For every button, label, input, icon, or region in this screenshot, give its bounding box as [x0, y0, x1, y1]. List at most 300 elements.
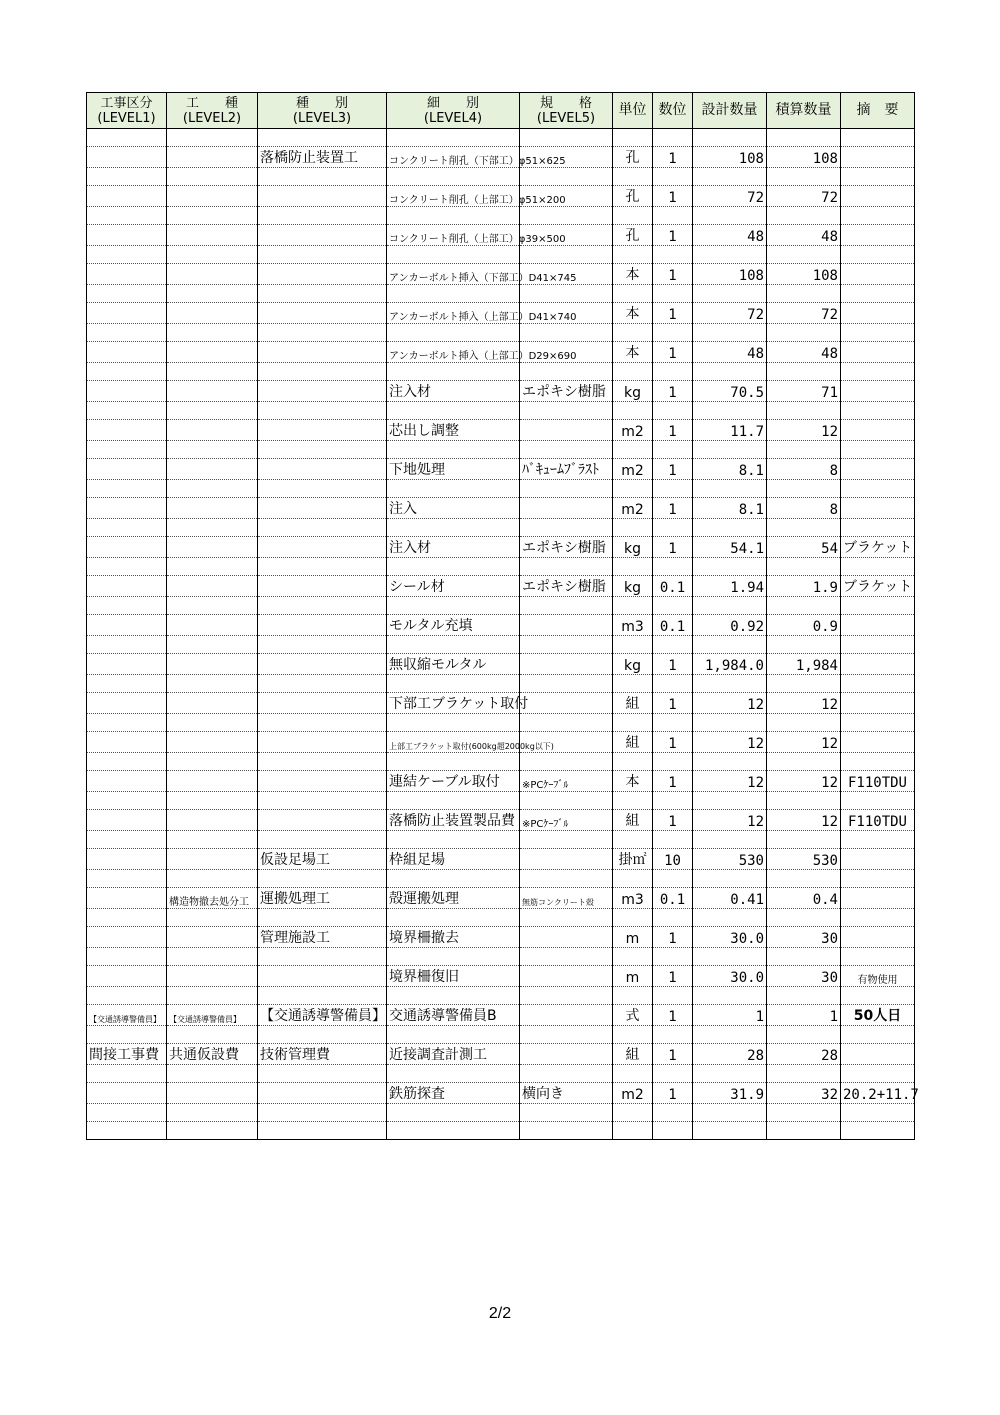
count-cell: 1: [653, 654, 693, 675]
level2-cell: 共通仮設費: [167, 1044, 258, 1065]
empty-cell: [167, 129, 258, 147]
empty-cell: [87, 597, 167, 615]
empty-cell: [258, 987, 387, 1005]
remarks-cell: [841, 654, 915, 675]
table-row: [87, 342, 915, 363]
design-qty-cell: 108: [693, 147, 767, 168]
level3-cell: 技術管理費: [258, 1044, 387, 1065]
table-row: [87, 576, 915, 597]
empty-cell: [520, 168, 613, 186]
count-cell: 1: [653, 771, 693, 792]
empty-cell: [653, 636, 693, 654]
empty-cell: [167, 597, 258, 615]
spacer-row: [87, 1122, 915, 1140]
empty-cell: [767, 636, 841, 654]
empty-cell: [387, 636, 520, 654]
remarks-cell: ブラケット: [841, 537, 915, 558]
empty-cell: [613, 441, 653, 459]
table-row: [87, 420, 915, 441]
empty-cell: [258, 792, 387, 810]
empty-cell: [258, 870, 387, 888]
level5-cell: [520, 966, 613, 987]
spacer-row: [87, 597, 915, 615]
level5-cell: [520, 1005, 613, 1026]
empty-cell: [613, 1065, 653, 1083]
count-cell: 1: [653, 1083, 693, 1104]
empty-cell: [613, 558, 653, 576]
empty-cell: [841, 168, 915, 186]
design-qty-cell: 28: [693, 1044, 767, 1065]
table-row: [87, 888, 915, 909]
level1-cell: [87, 888, 167, 909]
level4-cell: アンカーボルト挿入（上部工）D41×740: [387, 303, 520, 324]
empty-cell: [767, 363, 841, 381]
level1-cell: [87, 927, 167, 948]
empty-cell: [613, 480, 653, 498]
design-qty-cell: 0.92: [693, 615, 767, 636]
empty-cell: [167, 948, 258, 966]
remarks-cell: ブラケット: [841, 576, 915, 597]
level1-cell: [87, 576, 167, 597]
empty-cell: [693, 129, 767, 147]
level4-cell: 下地処理: [387, 459, 520, 480]
estimate-qty-cell: 530: [767, 849, 841, 870]
empty-cell: [841, 363, 915, 381]
table-row: [87, 654, 915, 675]
unit-cell: 本: [613, 771, 653, 792]
empty-cell: [87, 714, 167, 732]
level4-cell: 近接調査計測工: [387, 1044, 520, 1065]
empty-cell: [613, 714, 653, 732]
design-qty-cell: 72: [693, 303, 767, 324]
design-qty-cell: 48: [693, 342, 767, 363]
empty-cell: [693, 441, 767, 459]
empty-cell: [613, 324, 653, 342]
empty-cell: [87, 831, 167, 849]
empty-cell: [693, 519, 767, 537]
level1-cell: [87, 420, 167, 441]
level3-cell: [258, 771, 387, 792]
level2-cell: [167, 1083, 258, 1104]
empty-cell: [767, 753, 841, 771]
empty-cell: [258, 480, 387, 498]
estimate-qty-cell: 1: [767, 1005, 841, 1026]
empty-cell: [693, 246, 767, 264]
table-row: [87, 732, 915, 753]
spacer-row: [87, 324, 915, 342]
count-cell: 1: [653, 1005, 693, 1026]
unit-cell: 孔: [613, 225, 653, 246]
header-count: 数位: [653, 93, 693, 129]
remarks-cell: [841, 1044, 915, 1065]
level1-cell: [87, 693, 167, 714]
empty-cell: [520, 441, 613, 459]
remarks-cell: [841, 147, 915, 168]
estimate-qty-cell: 12: [767, 693, 841, 714]
empty-cell: [613, 1122, 653, 1140]
empty-cell: [258, 246, 387, 264]
empty-cell: [841, 831, 915, 849]
empty-cell: [258, 168, 387, 186]
level3-cell: [258, 498, 387, 519]
level2-cell: [167, 459, 258, 480]
empty-cell: [258, 714, 387, 732]
empty-cell: [693, 207, 767, 225]
empty-cell: [387, 168, 520, 186]
empty-cell: [653, 753, 693, 771]
estimate-qty-cell: 30: [767, 966, 841, 987]
count-cell: 1: [653, 927, 693, 948]
empty-cell: [653, 246, 693, 264]
empty-cell: [258, 1104, 387, 1122]
empty-cell: [167, 480, 258, 498]
design-qty-cell: 31.9: [693, 1083, 767, 1104]
empty-cell: [693, 1065, 767, 1083]
empty-cell: [653, 363, 693, 381]
empty-cell: [841, 792, 915, 810]
level1-cell: [87, 966, 167, 987]
level5-cell: エポキシ樹脂: [520, 537, 613, 558]
header-unit: 単位: [613, 93, 653, 129]
count-cell: 0.1: [653, 615, 693, 636]
empty-cell: [167, 363, 258, 381]
table-row: [87, 459, 915, 480]
empty-cell: [841, 558, 915, 576]
level5-cell: 横向き: [520, 1083, 613, 1104]
empty-cell: [653, 714, 693, 732]
level2-cell: [167, 186, 258, 207]
empty-cell: [653, 1026, 693, 1044]
remarks-cell: [841, 615, 915, 636]
empty-cell: [767, 1122, 841, 1140]
design-qty-cell: 1,984.0: [693, 654, 767, 675]
empty-cell: [613, 363, 653, 381]
empty-cell: [841, 285, 915, 303]
header-estimate-qty: 積算数量: [767, 93, 841, 129]
unit-cell: 組: [613, 732, 653, 753]
unit-cell: kg: [613, 537, 653, 558]
remarks-cell: [841, 342, 915, 363]
level4-cell: アンカーボルト挿入（上部工）D29×690: [387, 342, 520, 363]
empty-cell: [520, 480, 613, 498]
unit-cell: 本: [613, 303, 653, 324]
empty-cell: [87, 870, 167, 888]
empty-cell: [87, 1026, 167, 1044]
empty-cell: [387, 597, 520, 615]
unit-cell: 組: [613, 810, 653, 831]
level2-cell: [167, 381, 258, 402]
empty-cell: [387, 558, 520, 576]
estimate-qty-cell: 8: [767, 459, 841, 480]
empty-cell: [520, 519, 613, 537]
level2-cell: [167, 966, 258, 987]
empty-cell: [87, 285, 167, 303]
remarks-cell: F110TDU: [841, 810, 915, 831]
empty-cell: [387, 1026, 520, 1044]
count-cell: 1: [653, 186, 693, 207]
level3-cell: 管理施設工: [258, 927, 387, 948]
empty-cell: [87, 246, 167, 264]
design-qty-cell: 0.41: [693, 888, 767, 909]
spacer-row: [87, 870, 915, 888]
estimate-qty-cell: 48: [767, 342, 841, 363]
empty-cell: [387, 480, 520, 498]
empty-cell: [258, 363, 387, 381]
empty-cell: [767, 285, 841, 303]
table-row: [87, 771, 915, 792]
level5-cell: [520, 498, 613, 519]
design-qty-cell: 530: [693, 849, 767, 870]
empty-cell: [613, 948, 653, 966]
empty-cell: [387, 285, 520, 303]
count-cell: 1: [653, 147, 693, 168]
empty-cell: [387, 363, 520, 381]
empty-cell: [693, 948, 767, 966]
empty-cell: [653, 402, 693, 420]
level4-cell: コンクリート削孔（上部工）φ51×200: [387, 186, 520, 207]
spacer-row: [87, 558, 915, 576]
count-cell: 1: [653, 342, 693, 363]
empty-cell: [841, 246, 915, 264]
remarks-cell: [841, 225, 915, 246]
empty-cell: [767, 207, 841, 225]
level3-cell: [258, 576, 387, 597]
unit-cell: m3: [613, 615, 653, 636]
level4-cell: 下部工ブラケット取付: [387, 693, 520, 714]
level2-cell: [167, 927, 258, 948]
empty-cell: [87, 909, 167, 927]
empty-cell: [87, 441, 167, 459]
empty-cell: [520, 948, 613, 966]
remarks-cell: [841, 849, 915, 870]
design-qty-cell: 30.0: [693, 966, 767, 987]
estimate-qty-cell: 48: [767, 225, 841, 246]
empty-cell: [387, 870, 520, 888]
level4-cell: 注入材: [387, 537, 520, 558]
spacer-row: [87, 480, 915, 498]
estimate-qty-cell: 108: [767, 147, 841, 168]
empty-cell: [387, 831, 520, 849]
empty-cell: [258, 558, 387, 576]
empty-cell: [167, 1122, 258, 1140]
empty-cell: [258, 1065, 387, 1083]
level3-cell: [258, 186, 387, 207]
empty-cell: [767, 441, 841, 459]
level3-cell: [258, 420, 387, 441]
level1-cell: [87, 147, 167, 168]
remarks-cell: 有物使用: [841, 966, 915, 987]
empty-cell: [387, 753, 520, 771]
empty-cell: [167, 714, 258, 732]
remarks-cell: [841, 186, 915, 207]
count-cell: 10: [653, 849, 693, 870]
empty-cell: [167, 246, 258, 264]
empty-cell: [767, 948, 841, 966]
level2-cell: [167, 264, 258, 285]
empty-cell: [520, 246, 613, 264]
empty-cell: [87, 363, 167, 381]
empty-cell: [87, 129, 167, 147]
empty-cell: [387, 1122, 520, 1140]
empty-cell: [841, 948, 915, 966]
level1-cell: [87, 537, 167, 558]
empty-cell: [258, 831, 387, 849]
count-cell: 1: [653, 264, 693, 285]
empty-cell: [767, 675, 841, 693]
unit-cell: m3: [613, 888, 653, 909]
design-qty-cell: 12: [693, 771, 767, 792]
empty-cell: [258, 948, 387, 966]
empty-cell: [258, 207, 387, 225]
level1-cell: [87, 264, 167, 285]
unit-cell: m: [613, 966, 653, 987]
estimate-table: [86, 92, 919, 1140]
empty-cell: [653, 675, 693, 693]
empty-cell: [693, 324, 767, 342]
empty-cell: [167, 168, 258, 186]
empty-cell: [653, 1104, 693, 1122]
level1-cell: [87, 381, 167, 402]
level3-cell: [258, 966, 387, 987]
empty-cell: [87, 168, 167, 186]
empty-cell: [767, 714, 841, 732]
remarks-cell: 20.2+11.7: [841, 1083, 915, 1104]
level2-cell: [167, 810, 258, 831]
empty-cell: [520, 1026, 613, 1044]
empty-cell: [167, 1104, 258, 1122]
estimate-qty-cell: 0.4: [767, 888, 841, 909]
empty-cell: [693, 558, 767, 576]
estimate-qty-cell: 72: [767, 186, 841, 207]
empty-cell: [841, 1026, 915, 1044]
empty-cell: [767, 402, 841, 420]
level2-cell: [167, 615, 258, 636]
empty-cell: [653, 285, 693, 303]
level2-cell: [167, 654, 258, 675]
level1-cell: 間接工事費: [87, 1044, 167, 1065]
unit-cell: 本: [613, 342, 653, 363]
level2-cell: 【交通誘導警備員】: [167, 1005, 258, 1026]
level1-cell: [87, 771, 167, 792]
empty-cell: [258, 519, 387, 537]
empty-cell: [520, 909, 613, 927]
header-level1: 工事区分 (LEVEL1): [87, 93, 167, 129]
empty-cell: [613, 831, 653, 849]
spacer-row: [87, 246, 915, 264]
level2-cell: [167, 147, 258, 168]
empty-cell: [387, 441, 520, 459]
empty-cell: [167, 909, 258, 927]
table-row: [87, 1044, 915, 1065]
empty-cell: [87, 1065, 167, 1083]
level4-cell: 注入: [387, 498, 520, 519]
table-row: [87, 693, 915, 714]
empty-cell: [387, 714, 520, 732]
level4-cell: 境界柵撤去: [387, 927, 520, 948]
empty-cell: [693, 636, 767, 654]
empty-cell: [167, 402, 258, 420]
empty-cell: [693, 753, 767, 771]
empty-cell: [841, 714, 915, 732]
table-row: [87, 1005, 915, 1026]
level5-cell: エポキシ樹脂: [520, 381, 613, 402]
empty-cell: [693, 480, 767, 498]
table-row: [87, 537, 915, 558]
table-row: [87, 186, 915, 207]
empty-cell: [387, 987, 520, 1005]
table-row: [87, 1083, 915, 1104]
count-cell: 0.1: [653, 888, 693, 909]
level4-cell: 注入材: [387, 381, 520, 402]
empty-cell: [613, 909, 653, 927]
spacer-row: [87, 675, 915, 693]
level4-cell: 無収縮モルタル: [387, 654, 520, 675]
level4-cell: シール材: [387, 576, 520, 597]
empty-cell: [767, 558, 841, 576]
empty-cell: [520, 636, 613, 654]
empty-cell: [167, 1026, 258, 1044]
empty-cell: [520, 675, 613, 693]
spacer-row: [87, 519, 915, 537]
level5-cell: ※PCｹｰﾌﾞﾙ: [520, 810, 613, 831]
empty-cell: [387, 675, 520, 693]
empty-cell: [520, 753, 613, 771]
design-qty-cell: 12: [693, 810, 767, 831]
empty-cell: [653, 441, 693, 459]
empty-cell: [653, 207, 693, 225]
spacer-row: [87, 402, 915, 420]
empty-cell: [693, 909, 767, 927]
level1-cell: [87, 186, 167, 207]
empty-cell: [841, 870, 915, 888]
empty-cell: [520, 324, 613, 342]
empty-cell: [387, 519, 520, 537]
empty-cell: [167, 519, 258, 537]
empty-cell: [653, 558, 693, 576]
empty-cell: [258, 441, 387, 459]
empty-cell: [613, 1026, 653, 1044]
empty-cell: [387, 324, 520, 342]
estimate-qty-cell: 1,984: [767, 654, 841, 675]
empty-cell: [653, 948, 693, 966]
table-body: [87, 129, 919, 1140]
level3-cell: [258, 1083, 387, 1104]
remarks-cell: [841, 732, 915, 753]
header-row: [87, 93, 915, 129]
empty-cell: [387, 792, 520, 810]
empty-cell: [520, 870, 613, 888]
level2-cell: [167, 225, 258, 246]
empty-cell: [613, 519, 653, 537]
remarks-cell: 50人日: [841, 1005, 915, 1026]
empty-cell: [767, 831, 841, 849]
level5-cell: [520, 849, 613, 870]
empty-cell: [520, 714, 613, 732]
empty-cell: [258, 675, 387, 693]
empty-cell: [841, 519, 915, 537]
estimate-qty-cell: 108: [767, 264, 841, 285]
spacer-row: [87, 441, 915, 459]
empty-cell: [87, 792, 167, 810]
spacer-row: [87, 1026, 915, 1044]
empty-cell: [167, 792, 258, 810]
empty-cell: [693, 831, 767, 849]
empty-cell: [653, 1065, 693, 1083]
empty-cell: [841, 636, 915, 654]
table-row: [87, 966, 915, 987]
table-row: [87, 615, 915, 636]
empty-cell: [613, 168, 653, 186]
